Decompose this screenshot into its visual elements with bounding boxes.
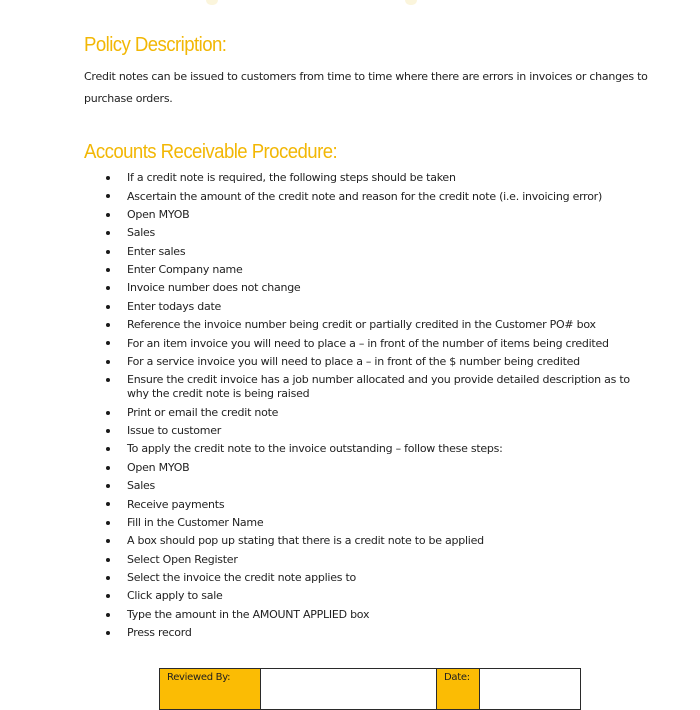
procedure-step-text: Open MYOB xyxy=(127,460,190,474)
procedure-step-text: For a service invoice you will need to place a – in front of the $ number being credited xyxy=(127,354,580,368)
procedure-step xyxy=(0,477,647,495)
procedure-steps-list xyxy=(0,169,700,642)
page-header-fragment xyxy=(206,0,218,5)
procedure-step xyxy=(0,495,647,513)
procedure-step-text: Ensure the credit invoice has a job number allocated and you provide detailed description as to why the credit note is being raised xyxy=(127,373,630,401)
bullet-icon xyxy=(106,466,110,470)
bullet-icon xyxy=(106,323,110,327)
date-label-cell xyxy=(437,669,480,710)
procedure-step-text: Invoice number does not change xyxy=(127,281,301,295)
bullet-icon xyxy=(106,341,110,345)
policy-description-heading: Policy Description: xyxy=(84,34,227,56)
bullet-icon xyxy=(106,521,110,525)
procedure-step-text: If a credit note is required, the following steps should be taken xyxy=(127,171,456,185)
procedure-step xyxy=(0,279,647,297)
bullet-icon xyxy=(106,447,110,451)
procedure-step-text: Open MYOB xyxy=(127,207,190,221)
reviewed-by-label: Reviewed By: xyxy=(167,672,231,683)
bullet-icon xyxy=(106,378,110,382)
reviewed-by-field[interactable] xyxy=(261,669,437,710)
procedure-step xyxy=(0,316,647,334)
procedure-step-text: Enter todays date xyxy=(127,299,222,313)
procedure-step-text: Ascertain the amount of the credit note and reason for the credit note (i.e. invoicing error) xyxy=(127,189,602,203)
procedure-step xyxy=(0,334,647,352)
bullet-icon xyxy=(106,268,110,272)
procedure-step-text: Sales xyxy=(127,226,156,240)
procedure-step-text: Fill in the Customer Name xyxy=(127,515,264,529)
bullet-icon xyxy=(106,411,110,415)
procedure-step-text: Print or email the credit note xyxy=(127,405,279,419)
date-label: Date: xyxy=(444,672,470,683)
reviewed-by-label-cell xyxy=(160,669,261,710)
procedure-step xyxy=(0,298,647,316)
procedure-step-text: Press record xyxy=(127,626,192,640)
procedure-step-text: Reference the invoice number being credit or partially credited in the Customer PO# box xyxy=(127,318,596,332)
procedure-step-text: To apply the credit note to the invoice outstanding – follow these steps: xyxy=(127,442,503,456)
procedure-step xyxy=(0,243,647,261)
procedure-step-text: Type the amount in the AMOUNT APPLIED box xyxy=(127,607,370,621)
procedure-step xyxy=(0,569,647,587)
procedure-step xyxy=(0,551,647,569)
procedure-step xyxy=(0,624,647,642)
procedure-step xyxy=(0,224,647,242)
procedure-step xyxy=(0,404,647,422)
procedure-step-text: Click apply to sale xyxy=(127,589,223,603)
procedure-step xyxy=(0,606,647,624)
procedure-step xyxy=(0,440,647,458)
procedure-step-text: A box should pop up stating that there is a credit note to be applied xyxy=(127,534,484,548)
bullet-icon xyxy=(106,176,110,180)
bullet-icon xyxy=(106,305,110,309)
policy-description-text: Credit notes can be issued to customers from time to time where there are errors in invoices or changes to purchase orders. xyxy=(84,70,648,105)
procedure-step-text: Issue to customer xyxy=(127,424,222,438)
procedure-step-text: For an item invoice you will need to place a – in front of the number of items being credited xyxy=(127,336,609,350)
bullet-icon xyxy=(106,250,110,254)
procedure-step-text: Receive payments xyxy=(127,497,225,511)
procedure-step xyxy=(0,587,647,605)
bullet-icon xyxy=(106,231,110,235)
signoff-row xyxy=(160,669,581,710)
procedure-step xyxy=(0,422,647,440)
procedure-step-text: Select the invoice the credit note applies to xyxy=(127,571,356,585)
procedure-step xyxy=(0,514,647,532)
bullet-icon xyxy=(106,484,110,488)
procedure-step xyxy=(0,459,647,477)
procedure-step-text: Enter Company name xyxy=(127,263,243,277)
date-field[interactable] xyxy=(480,669,581,710)
procedure-step xyxy=(0,206,647,224)
bullet-icon xyxy=(106,631,110,635)
accounts-receivable-procedure-heading: Accounts Receivable Procedure: xyxy=(84,141,338,163)
procedure-step xyxy=(0,371,647,403)
bullet-icon xyxy=(106,360,110,364)
bullet-icon xyxy=(106,576,110,580)
procedure-step-text: Select Open Register xyxy=(127,552,238,566)
bullet-icon xyxy=(106,539,110,543)
procedure-step xyxy=(0,532,647,550)
procedure-step xyxy=(0,261,647,279)
review-signoff-table xyxy=(159,668,581,710)
procedure-step xyxy=(0,353,647,371)
procedure-step xyxy=(0,187,647,205)
bullet-icon xyxy=(106,594,110,598)
bullet-icon xyxy=(106,286,110,290)
bullet-icon xyxy=(106,429,110,433)
procedure-step xyxy=(0,169,647,187)
bullet-icon xyxy=(106,194,110,198)
bullet-icon xyxy=(106,613,110,617)
bullet-icon xyxy=(106,558,110,562)
procedure-step-text: Enter sales xyxy=(127,244,186,258)
bullet-icon xyxy=(106,502,110,506)
page-header-fragment xyxy=(405,0,417,5)
bullet-icon xyxy=(106,213,110,217)
procedure-step-text: Sales xyxy=(127,479,156,493)
